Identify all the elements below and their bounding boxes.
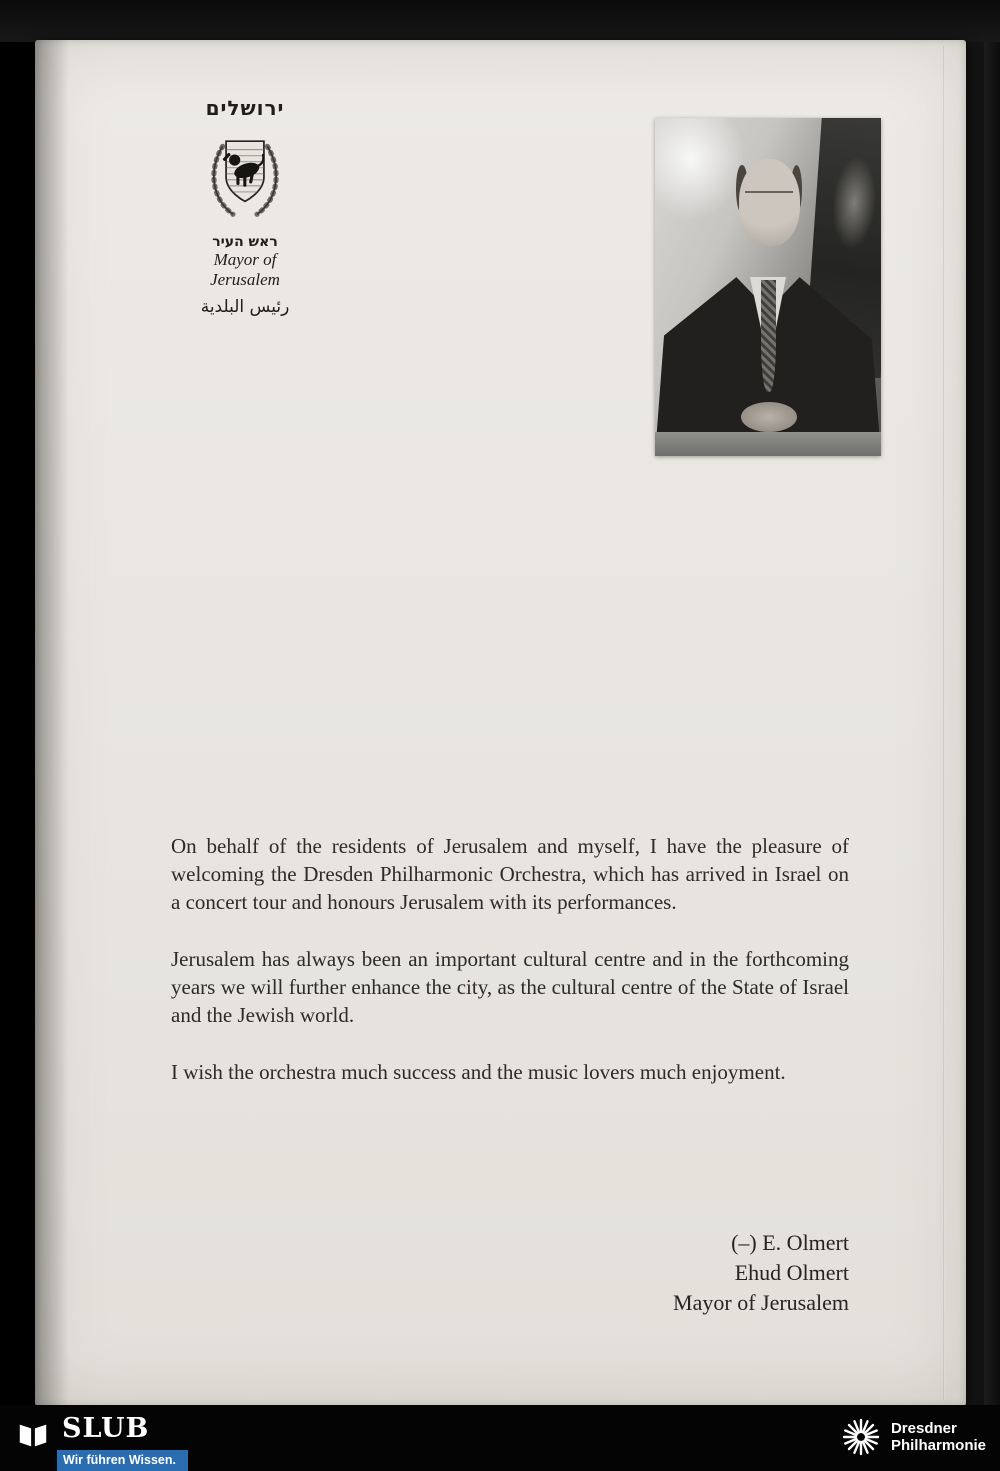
philharmonie-line2: Philharmonie — [890, 1437, 986, 1454]
slub-wordmark[interactable]: SLUB — [62, 1413, 150, 1444]
philharmonie-starburst-icon — [841, 1417, 881, 1457]
slub-tagline: Wir führen Wissen. — [57, 1450, 188, 1471]
dresdner-philharmonie-logo[interactable] — [841, 1417, 986, 1457]
viewer-top-edge — [0, 0, 1000, 42]
photo-tie — [761, 280, 775, 392]
photo-window-light — [655, 118, 745, 219]
signature-name: Ehud Olmert — [734, 1260, 849, 1285]
viewer-left-edge — [0, 0, 36, 1471]
jerusalem-emblem-icon — [202, 124, 288, 222]
letter-paragraph: On behalf of the residents of Jerusalem and myself, I have the pleasure of welcoming the Dresden Philharmonic Orchestra, which has arrived in Israel on a concert tour and honours Jerusalem with its performances. — [171, 834, 849, 914]
scanned-letter-page — [35, 40, 966, 1406]
letter-paragraph: Jerusalem has always been an important cultural centre and in the forthcoming years we will further enhance the city, as the cultural centre of the State of Israel and the Jewish world. — [171, 947, 849, 1027]
philharmonie-line1: Dresdner — [890, 1420, 957, 1437]
signature-block — [171, 1228, 849, 1318]
letter-body — [171, 832, 849, 1115]
philharmonie-wordmark — [891, 1420, 986, 1454]
photo-glasses — [745, 191, 792, 204]
letterhead-title-line2: Jerusalem — [210, 270, 280, 290]
letterhead-hebrew-title: ראש העיר — [212, 234, 278, 250]
letterhead-hebrew-city: ירושלים — [205, 96, 285, 120]
letterhead-arabic-title: رئيس البلدية — [200, 297, 290, 318]
letter-paragraph: I wish the orchestra much success and the music lovers much enjoyment. — [171, 1060, 786, 1084]
slub-book-icon[interactable] — [16, 1418, 50, 1452]
viewer-right-edge — [984, 0, 1000, 1471]
signature-title: Mayor of Jerusalem — [673, 1290, 849, 1315]
letterhead — [135, 96, 355, 317]
signature-initials: (–) E. Olmert — [731, 1230, 849, 1255]
library-footer-bar — [0, 1405, 1000, 1471]
letterhead-title-line1: Mayor of — [213, 250, 277, 269]
photo-desk — [655, 432, 881, 456]
mayor-portrait-photo — [655, 118, 881, 456]
